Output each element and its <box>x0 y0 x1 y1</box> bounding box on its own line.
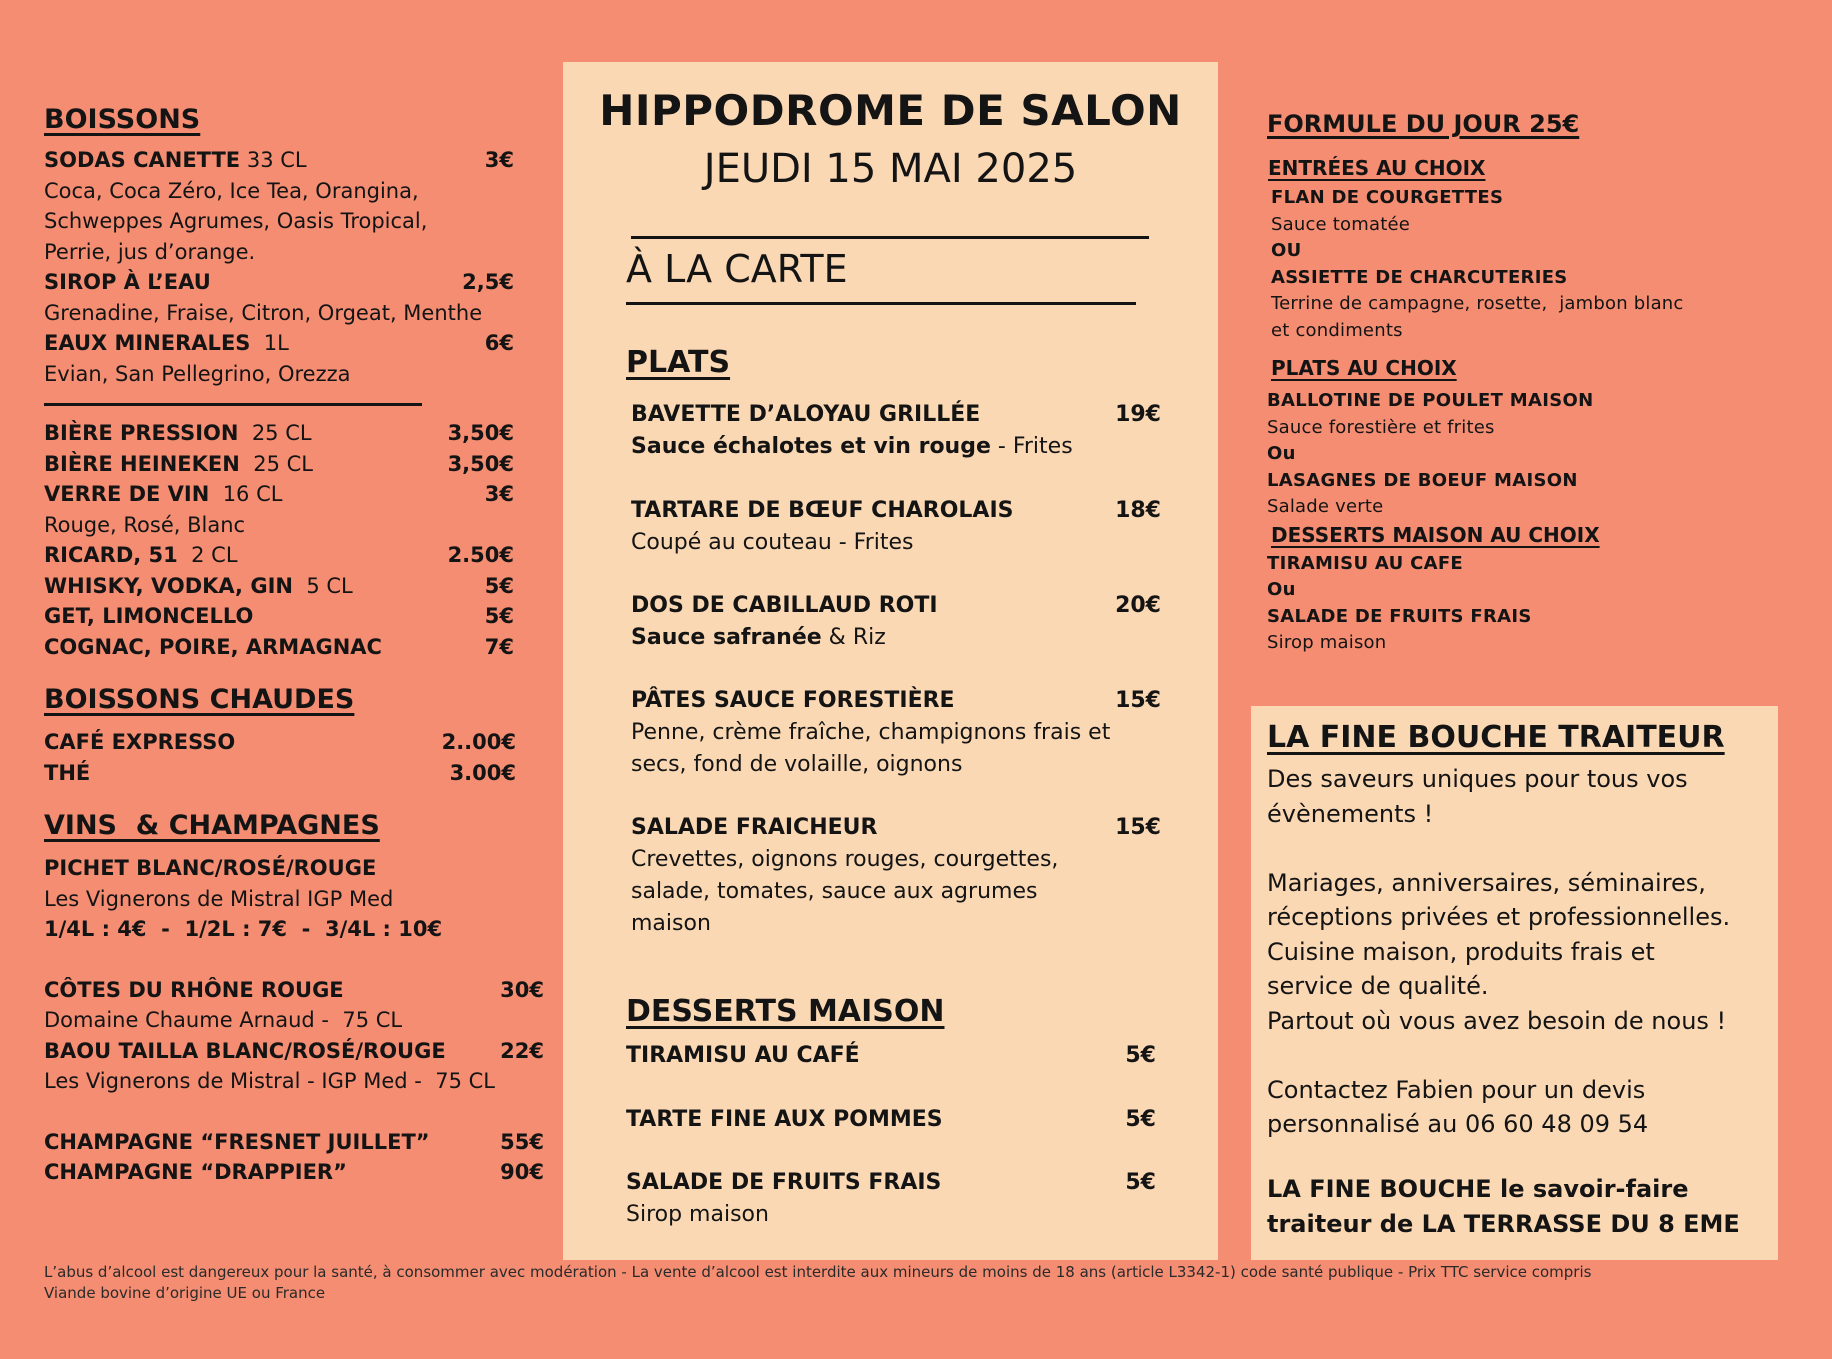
drinks-list <box>44 145 514 662</box>
dessert-item <box>626 1104 1156 1136</box>
or-text: Ou <box>1267 579 1296 600</box>
dessert-name: TARTE FINE AUX POMMES <box>626 1107 943 1132</box>
promo-line: LA FINE BOUCHE le savoir-faire <box>1267 1175 1689 1203</box>
dessert-desc: Sirop maison <box>626 1202 769 1227</box>
formule-column <box>1267 110 1787 657</box>
item-name: BAOU TAILLA BLANC/ROSÉ/ROUGE <box>44 1038 446 1063</box>
item-name: CHAMPAGNE “FRESNET JUILLET” <box>44 1129 430 1154</box>
item-price: 30€ <box>500 977 544 1002</box>
menu-item-baou <box>44 1036 544 1067</box>
dish-price: 19€ <box>1115 402 1161 427</box>
promo-line: traiteur de LA TERRASSE DU 8 EME <box>1267 1210 1740 1238</box>
menu-item-cognac <box>44 632 514 663</box>
item-desc: Les Vignerons de Mistral IGP Med <box>44 886 394 911</box>
item-name: PICHET BLANC/ROSÉ/ROUGE <box>44 856 377 880</box>
formule-title: FORMULE DU JOUR 25€ <box>1267 110 1580 138</box>
dish-desc: Coupé au couteau - Frites <box>631 530 914 555</box>
item-desc: Les Vignerons de Mistral - IGP Med - 75 CL <box>44 1069 495 1093</box>
menu-item-eaux <box>44 328 514 359</box>
plat-item: LASAGNES DE BOEUF MAISON <box>1267 469 1578 491</box>
promo-line: Des saveurs uniques pour tous vos <box>1267 765 1688 793</box>
section-title-chaudes: BOISSONS CHAUDES <box>44 684 355 715</box>
promo-line: Contactez Fabien pour un devis <box>1267 1075 1646 1104</box>
dish-item <box>631 590 1161 654</box>
dish-price: 15€ <box>1115 815 1161 840</box>
dessert-price: 5€ <box>1125 1107 1156 1132</box>
footer-line: L’abus d’alcool est dangereux pour la santé, à consommer avec modération - La vente d’alcool est interdite aux mineurs de moins de 18 ans (article L3342-1) code santé publique - Prix TTC service compris <box>44 1263 1592 1281</box>
dish-item <box>631 495 1161 559</box>
desserts-title: DESSERTS MAISON AU CHOIX <box>1271 522 1600 547</box>
entrees-list <box>1271 185 1787 344</box>
footer-line: Viande bovine d’origine UE ou France <box>44 1284 326 1302</box>
dish-desc: secs, fond de volaille, oignons <box>631 752 963 777</box>
item-name: CÔTES DU RHÔNE ROUGE <box>44 977 344 1002</box>
menu-item-cafe <box>44 727 516 758</box>
drinks-column <box>44 104 544 1188</box>
dish-price: 20€ <box>1115 593 1161 618</box>
dish-name: BAVETTE D’ALOYAU GRILLÉE <box>631 402 981 427</box>
dish-name: DOS DE CABILLAUD ROTI <box>631 593 938 618</box>
item-price: 22€ <box>500 1038 544 1063</box>
dessert-price: 5€ <box>1125 1170 1156 1195</box>
section-title-plats: PLATS <box>626 345 731 380</box>
entrees-title: ENTRÉES AU CHOIX <box>1268 156 1486 180</box>
promo-title: LA FINE BOUCHE TRAITEUR <box>1267 720 1725 755</box>
dessert-item: SALADE DE FRUITS FRAIS <box>1267 605 1532 627</box>
dish-desc-bold: Sauce échalotes et vin rouge <box>631 434 991 459</box>
item-price: 55€ <box>500 1129 544 1154</box>
item-price: 7€ <box>484 634 514 659</box>
section-title-desserts: DESSERTS MAISON <box>626 994 945 1029</box>
dessert-item <box>626 1040 1156 1072</box>
item-price: 3,50€ <box>447 421 514 445</box>
item-price: 3€ <box>484 482 514 506</box>
promo-signature <box>1267 1172 1767 1242</box>
dish-name: PÂTES SAUCE FORESTIÈRE <box>631 688 955 713</box>
item-size: 5 CL <box>306 573 353 598</box>
item-desc: Domaine Chaume Arnaud - 75 CL <box>44 1008 403 1032</box>
center-menu-panel <box>563 62 1218 1260</box>
carte-heading: À LA CARTE <box>626 247 848 291</box>
entree-item: ASSIETTE DE CHARCUTERIES <box>1271 266 1568 288</box>
item-price: 2..00€ <box>441 730 516 754</box>
item-price: 2,5€ <box>462 270 514 294</box>
item-price: 3.00€ <box>449 760 516 785</box>
menu-item-pichet <box>44 853 544 884</box>
entree-desc: et condiments <box>1271 319 1403 341</box>
promo-line: service de qualité. <box>1267 972 1489 1000</box>
desserts-list <box>1267 551 1787 657</box>
menu-item-fresnet <box>44 1127 544 1158</box>
item-desc: Schweppes Agrumes, Oasis Tropical, <box>44 209 428 233</box>
dessert-item: TIRAMISU AU CAFE <box>1267 552 1464 574</box>
wines-list <box>44 853 544 1188</box>
menu-item-sodas <box>44 145 514 176</box>
menu-item-ricard <box>44 540 514 571</box>
item-size: 25 CL <box>251 421 312 445</box>
item-desc: Grenadine, Fraise, Citron, Orgeat, Menthe <box>44 300 483 325</box>
menu-item-drappier <box>44 1157 544 1188</box>
promo-line: évènements ! <box>1267 799 1434 828</box>
menu-item-whisky <box>44 571 514 602</box>
item-desc: Evian, San Pellegrino, Orezza <box>44 361 351 386</box>
dish-name: SALADE FRAICHEUR <box>631 815 878 840</box>
item-name: BIÈRE HEINEKEN <box>44 451 240 476</box>
item-name: VERRE DE VIN <box>44 482 210 506</box>
dish-item <box>631 685 1161 781</box>
item-name: CHAMPAGNE “DRAPPIER” <box>44 1160 347 1184</box>
dish-item <box>631 812 1161 940</box>
promo-line: Cuisine maison, produits frais et <box>1267 937 1655 966</box>
item-size: 16 CL <box>222 482 283 506</box>
dish-desc: & Riz <box>821 625 886 650</box>
item-desc: Coca, Coca Zéro, Ice Tea, Orangina, <box>44 178 419 203</box>
promo-line: Partout où vous avez besoin de nous ! <box>1267 1006 1727 1035</box>
menu-item-verre-vin <box>44 479 514 510</box>
item-price: 5€ <box>484 573 514 598</box>
item-size: 1L <box>263 331 289 355</box>
menu-item-biere-heineken <box>44 449 514 480</box>
item-name: THÉ <box>44 760 91 785</box>
menu-item-the <box>44 758 516 789</box>
section-title-boissons: BOISSONS <box>44 104 201 135</box>
promo-line: réceptions privées et professionnelles. <box>1267 903 1731 931</box>
event-date: JEUDI 15 MAI 2025 <box>703 146 1078 192</box>
menu-item-get <box>44 601 514 632</box>
item-desc: Rouge, Rosé, Blanc <box>44 512 246 537</box>
entree-desc: Sauce tomatée <box>1271 213 1410 235</box>
traiteur-promo-box <box>1251 706 1778 1260</box>
menu-item-cotes <box>44 975 544 1006</box>
divider <box>44 403 422 406</box>
dish-price: 18€ <box>1115 498 1161 523</box>
dessert-name: TIRAMISU AU CAFÉ <box>626 1043 860 1068</box>
dish-desc: salade, tomates, sauce aux agrumes <box>631 879 1038 904</box>
plats-list <box>1267 388 1787 521</box>
item-price: 5€ <box>484 604 514 628</box>
plat-desc: Sauce forestière et frites <box>1267 416 1495 438</box>
menu-item-biere-pression <box>44 418 514 449</box>
dish-item <box>631 399 1161 463</box>
item-name: GET, LIMONCELLO <box>44 604 254 628</box>
item-name: EAUX MINERALES <box>44 331 251 355</box>
item-desc: Perrie, jus d’orange. <box>44 239 256 264</box>
promo-line: Mariages, anniversaires, séminaires, <box>1267 868 1706 897</box>
dessert-desc: Sirop maison <box>1267 632 1387 653</box>
legal-footer <box>44 1262 1591 1304</box>
divider <box>631 236 1149 239</box>
divider <box>626 302 1136 305</box>
dish-desc: - Frites <box>990 434 1073 459</box>
item-price: 3€ <box>484 148 514 172</box>
hot-drinks-list <box>44 727 516 788</box>
item-name: BIÈRE PRESSION <box>44 421 239 445</box>
or-text: OU <box>1271 240 1302 261</box>
dish-desc-bold: Sauce safranée <box>631 625 822 650</box>
event-title: HIPPODROME DE SALON <box>599 86 1182 135</box>
plat-item: BALLOTINE DE POULET MAISON <box>1267 390 1594 411</box>
dish-desc: Crevettes, oignons rouges, courgettes, <box>631 847 1059 872</box>
item-price: 90€ <box>500 1160 544 1184</box>
promo-text <box>1267 762 1767 1142</box>
plat-desc: Salade verte <box>1267 496 1384 517</box>
item-size: 25 CL <box>253 451 313 476</box>
or-text: Ou <box>1267 443 1296 464</box>
dish-desc: Penne, crème fraîche, champignons frais et <box>631 720 1111 745</box>
item-name: COGNAC, POIRE, ARMAGNAC <box>44 634 382 659</box>
entree-desc: Terrine de campagne, rosette, jambon blanc <box>1271 293 1684 314</box>
item-size: 2 CL <box>191 543 238 567</box>
dish-desc: maison <box>631 911 711 936</box>
item-name: RICARD, 51 <box>44 543 178 567</box>
item-price: 6€ <box>484 331 514 355</box>
item-price: 3,50€ <box>447 451 514 476</box>
item-name: WHISKY, VODKA, GIN <box>44 573 293 598</box>
dish-price: 15€ <box>1115 688 1161 713</box>
item-price: 2.50€ <box>447 543 514 567</box>
entree-item: FLAN DE COURGETTES <box>1271 187 1504 208</box>
promo-contact: personnalisé au 06 60 48 09 54 <box>1267 1110 1649 1138</box>
item-prices: 1/4L : 4€ - 1/2L : 7€ - 3/4L : 10€ <box>44 917 443 941</box>
dish-name: TARTARE DE BŒUF CHAROLAIS <box>631 498 1014 523</box>
item-name: SIROP À L’EAU <box>44 270 211 294</box>
dessert-item <box>626 1167 1156 1231</box>
menu-item-sirop <box>44 267 514 298</box>
plats-title: PLATS AU CHOIX <box>1271 356 1457 380</box>
item-size: 33 CL <box>246 148 307 172</box>
section-title-vins: VINS & CHAMPAGNES <box>44 810 380 841</box>
dessert-name: SALADE DE FRUITS FRAIS <box>626 1170 942 1195</box>
item-name: CAFÉ EXPRESSO <box>44 730 236 754</box>
dessert-price: 5€ <box>1125 1043 1156 1068</box>
item-name: SODAS CANETTE <box>44 148 241 172</box>
